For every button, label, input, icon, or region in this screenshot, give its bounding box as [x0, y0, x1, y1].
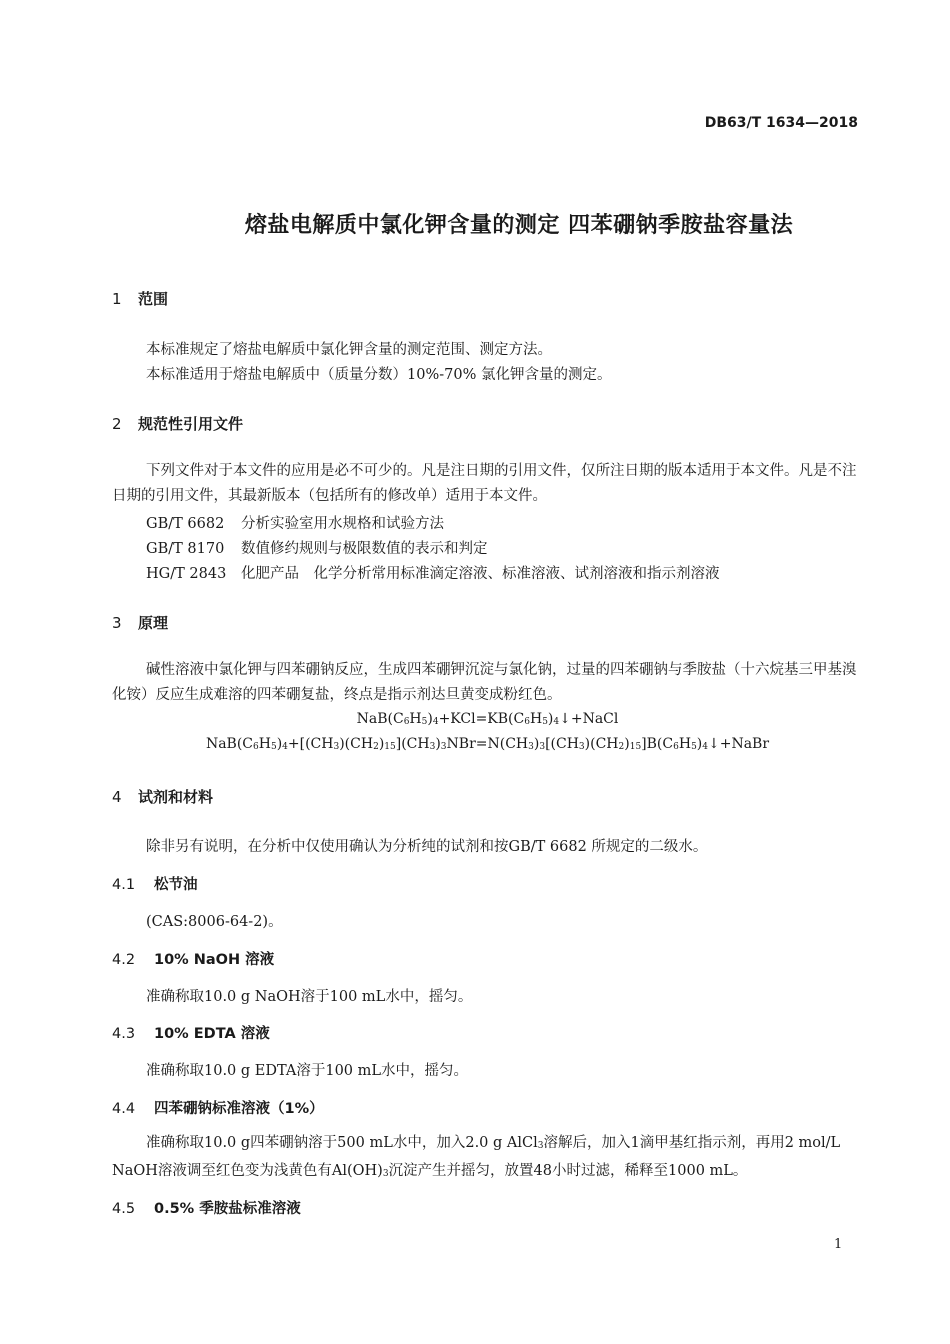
section-title: 试剂和材料	[138, 788, 214, 806]
reference-title: 分析实验室用水规格和试验方法	[241, 516, 444, 532]
reference-title: 化肥产品 化学分析常用标准滴定溶液、标准溶液、试剂溶液和指示剂溶液	[241, 566, 720, 582]
subsection-text: 准确称取10.0 g EDTA溶于100 mL水中，摇匀。	[146, 1063, 469, 1079]
section-2-paragraph: 下列文件对于本文件的应用是必不可少的。凡是注日期的引用文件，仅所注日期的版本适用于本文件。凡是不注日期的引用文件，其最新版本（包括所有的修改单）适用于本文件。	[112, 463, 857, 504]
subsection-number: 4.4	[112, 1101, 136, 1117]
section-2-heading	[112, 413, 243, 434]
section-4-heading	[112, 786, 213, 807]
reaction-equation-2: $NaB(C_6H_5)_4+[(CH_3)(CH_2)_{15}](CH_3)_3NBr=N(CH_3)_3[(CH_3)(CH_2)_{15}]B(C_6H_5)_4↓+NaBr$	[205, 736, 770, 752]
subsection-number: 4.2	[112, 952, 136, 968]
section-1-heading	[112, 288, 168, 309]
section-title: 范围	[138, 290, 169, 308]
subsection-text: 准确称取10.0 g NaOH溶于100 mL水中，摇匀。	[146, 989, 473, 1005]
section-title: 原理	[138, 614, 169, 632]
subsection-title: 10% EDTA 溶液	[154, 1026, 270, 1042]
subsection-title: 0.5% 季胺盐标准溶液	[154, 1201, 301, 1217]
reaction-equation-1: $NaB(C_6H_5)_4+KCl=KB(C_6H_5)_4↓+NaCl$	[356, 711, 619, 727]
section-3-heading	[112, 612, 168, 633]
subsection-number: 4.1	[112, 877, 136, 893]
reference-title: 数值修约规则与极限数值的表示和判定	[241, 541, 488, 557]
subsection-title: 10% NaOH 溶液	[154, 952, 275, 968]
subsection-title: 四苯硼钠标准溶液（1%）	[154, 1101, 324, 1117]
section-title: 规范性引用文件	[138, 415, 244, 433]
section-number: 4	[112, 788, 122, 806]
reference-item	[146, 562, 720, 583]
section-4-paragraph: 除非另有说明，在分析中仅使用确认为分析纯的试剂和按GB/T 6682 所规定的二级水。	[146, 839, 708, 855]
page-title: 熔盐电解质中氯化钾含量的测定 四苯硼钠季胺盐容量法	[244, 213, 794, 238]
subsection-text: (CAS:8006-64-2)。	[146, 914, 283, 930]
subsection-number: 4.5	[112, 1201, 136, 1217]
page-number: 1	[834, 1237, 843, 1252]
subsection-heading	[112, 1022, 270, 1043]
section-3-paragraph: 碱性溶液中氯化钾与四苯硼钠反应，生成四苯硼钾沉淀与氯化钠，过量的四苯硼钠与季胺盐（十六烷基三甲基溴化铵）反应生成难溶的四苯硼复盐，终点是指示剂达旦黄变成粉红色。	[112, 662, 857, 703]
document-code: DB63/T 1634—2018	[704, 115, 858, 131]
reference-code: GB/T 8170	[146, 541, 225, 557]
reference-item	[146, 537, 488, 558]
subsection-heading	[112, 1097, 324, 1118]
section-1-paragraph-1: 本标准规定了熔盐电解质中氯化钾含量的测定范围、测定方法。	[146, 342, 552, 358]
section-number: 3	[112, 614, 122, 632]
section-number: 2	[112, 415, 122, 433]
subsection-heading	[112, 1197, 301, 1218]
reference-code: HG/T 2843	[146, 566, 227, 582]
reference-item	[146, 512, 444, 533]
reference-code: GB/T 6682	[146, 516, 225, 532]
subsection-heading	[112, 873, 198, 894]
subsection-number: 4.3	[112, 1026, 136, 1042]
subsection-heading	[112, 948, 274, 969]
subsection-title: 松节油	[154, 877, 198, 893]
subsection-text: 准确称取10.0 g四苯硼钠溶于500 mL水中，加入2.0 g AlCl$_3$溶解后，加入1滴甲基红指示剂，再用2 mol/L NaOH溶液调至红色变为浅黄色有$Al(OH)_3$沉淀产生并摇匀，放置48小时过滤，稀释至1000 mL。	[112, 1135, 841, 1179]
section-number: 1	[112, 290, 122, 308]
section-1-paragraph-2: 本标准适用于熔盐电解质中（质量分数）10%-70% 氯化钾含量的测定。	[146, 367, 612, 383]
